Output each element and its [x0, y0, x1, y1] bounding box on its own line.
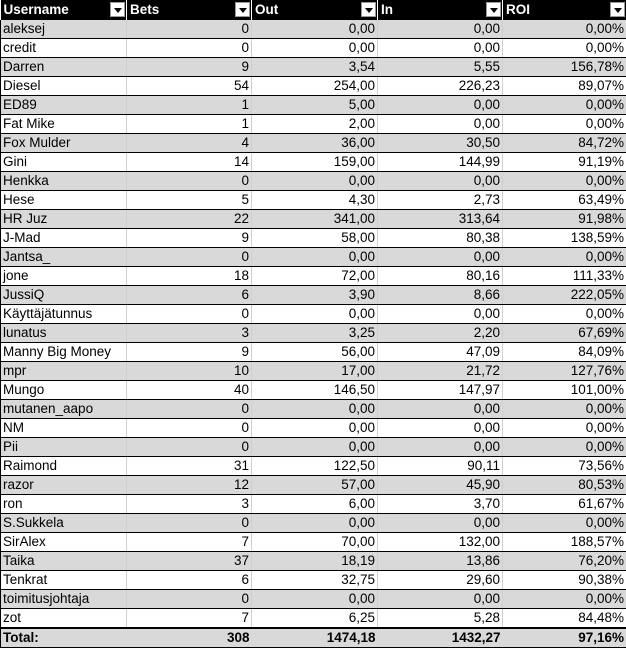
cell-username[interactable]: NM — [1, 419, 127, 438]
cell-bets[interactable]: 22 — [127, 210, 252, 229]
cell-in[interactable]: 2,20 — [378, 324, 503, 343]
cell-roi[interactable]: 91,19% — [503, 153, 626, 172]
header-row — [1, 0, 626, 20]
cell-username[interactable]: toimitusjohtaja — [1, 590, 127, 609]
cell-username[interactable]: ED89 — [1, 96, 127, 115]
column-header-label: ROI — [506, 2, 531, 17]
cell-bets[interactable]: 0 — [127, 305, 252, 324]
cell-roi[interactable]: 80,53% — [503, 476, 626, 495]
cell-bets[interactable]: 0 — [127, 248, 252, 267]
cell-roi[interactable]: 0,00% — [503, 514, 626, 533]
cell-in[interactable]: 0,00 — [378, 20, 503, 39]
cell-bets[interactable]: 0 — [127, 438, 252, 457]
cell-out[interactable]: 5,00 — [252, 96, 378, 115]
table-row — [1, 400, 626, 419]
cell-out[interactable]: 4,30 — [252, 191, 378, 210]
cell-bets[interactable]: 1 — [127, 96, 252, 115]
cell-roi[interactable]: 91,98% — [503, 210, 626, 229]
table-row — [1, 438, 626, 457]
cell-out[interactable]: 122,50 — [252, 457, 378, 476]
table-row — [1, 115, 626, 134]
table-row — [1, 58, 626, 77]
cell-out[interactable]: 0,00 — [252, 514, 378, 533]
cell-bets[interactable]: 3 — [127, 495, 252, 514]
cell-bets[interactable]: 40 — [127, 381, 252, 400]
cell-username[interactable]: JussiQ — [1, 286, 127, 305]
cell-roi[interactable]: 138,59% — [503, 229, 626, 248]
column-header-bets[interactable] — [127, 0, 252, 20]
cell-bets[interactable]: 37 — [127, 552, 252, 571]
cell-username[interactable]: mpr — [1, 362, 127, 381]
cell-roi[interactable]: 111,33% — [503, 267, 626, 286]
cell-out[interactable]: 18,19 — [252, 552, 378, 571]
table-row — [1, 419, 626, 438]
cell-roi[interactable]: 0,00% — [503, 248, 626, 267]
cell-out[interactable]: 32,75 — [252, 571, 378, 590]
cell-in[interactable]: 8,66 — [378, 286, 503, 305]
filter-dropdown-icon[interactable] — [486, 2, 501, 17]
cell-bets[interactable]: 6 — [127, 571, 252, 590]
column-header-out[interactable] — [252, 0, 378, 20]
cell-in[interactable]: 0,00 — [378, 438, 503, 457]
column-header-roi[interactable] — [503, 0, 626, 20]
cell-bets[interactable]: 3 — [127, 324, 252, 343]
cell-out[interactable]: 0,00 — [252, 248, 378, 267]
cell-out[interactable]: 70,00 — [252, 533, 378, 552]
cell-username[interactable]: Manny Big Money — [1, 343, 127, 362]
cell-roi[interactable]: 127,76% — [503, 362, 626, 381]
total-roi[interactable]: 97,16% — [503, 628, 626, 648]
column-header-username[interactable] — [1, 0, 127, 20]
cell-username[interactable]: Käyttäjätunnus — [1, 305, 127, 324]
cell-username[interactable]: S.Sukkela — [1, 514, 127, 533]
cell-roi[interactable]: 156,78% — [503, 58, 626, 77]
table-row — [1, 172, 626, 191]
cell-username[interactable]: credit — [1, 39, 127, 58]
cell-in[interactable]: 0,00 — [378, 400, 503, 419]
cell-roi[interactable]: 73,56% — [503, 457, 626, 476]
cell-roi[interactable]: 0,00% — [503, 400, 626, 419]
cell-in[interactable]: 0,00 — [378, 39, 503, 58]
cell-username[interactable]: aleksej — [1, 20, 127, 39]
table-row — [1, 248, 626, 267]
cell-bets[interactable]: 0 — [127, 514, 252, 533]
table-row — [1, 590, 626, 609]
cell-out[interactable]: 0,00 — [252, 438, 378, 457]
cell-username[interactable]: ron — [1, 495, 127, 514]
cell-in[interactable]: 21,72 — [378, 362, 503, 381]
cell-username[interactable]: Diesel — [1, 77, 127, 96]
table-row — [1, 153, 626, 172]
cell-roi[interactable]: 84,48% — [503, 609, 626, 629]
filter-dropdown-icon[interactable] — [110, 2, 125, 17]
table-row — [1, 191, 626, 210]
cell-roi[interactable]: 0,00% — [503, 438, 626, 457]
cell-out[interactable]: 146,50 — [252, 381, 378, 400]
total-bets[interactable]: 308 — [127, 628, 252, 648]
cell-bets[interactable]: 1 — [127, 115, 252, 134]
cell-username[interactable]: Henkka — [1, 172, 127, 191]
cell-roi[interactable]: 76,20% — [503, 552, 626, 571]
cell-username[interactable]: jone — [1, 267, 127, 286]
cell-username[interactable]: Tenkrat — [1, 571, 127, 590]
cell-roi[interactable]: 0,00% — [503, 419, 626, 438]
cell-in[interactable]: 45,90 — [378, 476, 503, 495]
total-out[interactable]: 1474,18 — [252, 628, 378, 648]
cell-out[interactable]: 56,00 — [252, 343, 378, 362]
cell-roi[interactable]: 67,69% — [503, 324, 626, 343]
cell-bets[interactable]: 0 — [127, 172, 252, 191]
filter-dropdown-icon[interactable] — [361, 2, 376, 17]
cell-roi[interactable]: 188,57% — [503, 533, 626, 552]
column-header-label: Out — [255, 2, 279, 17]
cell-in[interactable]: 13,86 — [378, 552, 503, 571]
table-row — [1, 324, 626, 343]
cell-bets[interactable]: 9 — [127, 229, 252, 248]
cell-roi[interactable]: 0,00% — [503, 172, 626, 191]
filter-dropdown-icon[interactable] — [610, 2, 625, 17]
cell-roi[interactable]: 90,38% — [503, 571, 626, 590]
total-row — [1, 628, 626, 648]
cell-in[interactable]: 144,99 — [378, 153, 503, 172]
cell-bets[interactable]: 12 — [127, 476, 252, 495]
cell-bets[interactable]: 9 — [127, 343, 252, 362]
cell-in[interactable]: 2,73 — [378, 191, 503, 210]
table-row — [1, 134, 626, 153]
table-row — [1, 609, 626, 629]
cell-in[interactable]: 0,00 — [378, 305, 503, 324]
cell-roi[interactable]: 222,05% — [503, 286, 626, 305]
table-row — [1, 305, 626, 324]
cell-username[interactable]: Mungo — [1, 381, 127, 400]
cell-username[interactable]: Jantsa_ — [1, 248, 127, 267]
cell-bets[interactable]: 7 — [127, 609, 252, 629]
cell-bets[interactable]: 0 — [127, 419, 252, 438]
cell-username[interactable]: Hese — [1, 191, 127, 210]
cell-in[interactable]: 132,00 — [378, 533, 503, 552]
cell-username[interactable]: Pii — [1, 438, 127, 457]
cell-username[interactable]: lunatus — [1, 324, 127, 343]
cell-roi[interactable]: 101,00% — [503, 381, 626, 400]
cell-in[interactable]: 226,23 — [378, 77, 503, 96]
cell-username[interactable]: J-Mad — [1, 229, 127, 248]
cell-in[interactable]: 47,09 — [378, 343, 503, 362]
cell-username[interactable]: Raimond — [1, 457, 127, 476]
cell-roi[interactable]: 0,00% — [503, 96, 626, 115]
cell-bets[interactable]: 0 — [127, 590, 252, 609]
total-label[interactable]: Total: — [1, 628, 127, 648]
cell-out[interactable]: 0,00 — [252, 419, 378, 438]
cell-out[interactable]: 0,00 — [252, 39, 378, 58]
cell-in[interactable]: 90,11 — [378, 457, 503, 476]
cell-username[interactable]: Darren — [1, 58, 127, 77]
table-row — [1, 381, 626, 400]
cell-bets[interactable]: 9 — [127, 58, 252, 77]
table-row — [1, 571, 626, 590]
cell-username[interactable]: HR Juz — [1, 210, 127, 229]
total-in[interactable]: 1432,27 — [378, 628, 503, 648]
cell-out[interactable]: 159,00 — [252, 153, 378, 172]
table-row — [1, 362, 626, 381]
cell-roi[interactable]: 0,00% — [503, 590, 626, 609]
cell-in[interactable]: 0,00 — [378, 115, 503, 134]
cell-bets[interactable]: 5 — [127, 191, 252, 210]
cell-roi[interactable]: 84,09% — [503, 343, 626, 362]
cell-bets[interactable]: 0 — [127, 39, 252, 58]
cell-out[interactable]: 0,00 — [252, 590, 378, 609]
cell-in[interactable]: 30,50 — [378, 134, 503, 153]
cell-out[interactable]: 254,00 — [252, 77, 378, 96]
table-row — [1, 267, 626, 286]
cell-bets[interactable]: 10 — [127, 362, 252, 381]
cell-in[interactable]: 80,38 — [378, 229, 503, 248]
cell-out[interactable]: 0,00 — [252, 20, 378, 39]
cell-username[interactable]: Fat Mike — [1, 115, 127, 134]
cell-roi[interactable]: 0,00% — [503, 115, 626, 134]
cell-username[interactable]: Gini — [1, 153, 127, 172]
cell-out[interactable]: 58,00 — [252, 229, 378, 248]
cell-in[interactable]: 29,60 — [378, 571, 503, 590]
cell-username[interactable]: Taika — [1, 552, 127, 571]
table-row — [1, 476, 626, 495]
table-row — [1, 495, 626, 514]
column-header-label: Username — [3, 2, 69, 17]
cell-username[interactable]: Fox Mulder — [1, 134, 127, 153]
cell-username[interactable]: SirAlex — [1, 533, 127, 552]
cell-in[interactable]: 0,00 — [378, 419, 503, 438]
cell-out[interactable]: 0,00 — [252, 305, 378, 324]
cell-in[interactable]: 5,55 — [378, 58, 503, 77]
cell-username[interactable]: razor — [1, 476, 127, 495]
cell-bets[interactable]: 14 — [127, 153, 252, 172]
cell-username[interactable]: mutanen_aapo — [1, 400, 127, 419]
cell-in[interactable]: 5,28 — [378, 609, 503, 629]
table-row — [1, 514, 626, 533]
table-row — [1, 229, 626, 248]
cell-out[interactable]: 72,00 — [252, 267, 378, 286]
table-row — [1, 343, 626, 362]
cell-roi[interactable]: 0,00% — [503, 39, 626, 58]
cell-in[interactable]: 3,70 — [378, 495, 503, 514]
cell-roi[interactable]: 84,72% — [503, 134, 626, 153]
cell-username[interactable]: zot — [1, 609, 127, 629]
cell-in[interactable]: 0,00 — [378, 96, 503, 115]
cell-in[interactable]: 80,16 — [378, 267, 503, 286]
cell-out[interactable]: 0,00 — [252, 172, 378, 191]
cell-bets[interactable]: 6 — [127, 286, 252, 305]
table-row — [1, 20, 626, 39]
column-header-label: In — [381, 2, 393, 17]
table-row — [1, 96, 626, 115]
cell-in[interactable]: 0,00 — [378, 514, 503, 533]
cell-roi[interactable]: 63,49% — [503, 191, 626, 210]
table-row — [1, 210, 626, 229]
cell-out[interactable]: 6,25 — [252, 609, 378, 629]
cell-bets[interactable]: 18 — [127, 267, 252, 286]
table-row — [1, 77, 626, 96]
table-row — [1, 533, 626, 552]
column-header-label: Bets — [130, 2, 160, 17]
cell-in[interactable]: 0,00 — [378, 590, 503, 609]
table-row — [1, 552, 626, 571]
cell-bets[interactable]: 0 — [127, 20, 252, 39]
cell-out[interactable]: 341,00 — [252, 210, 378, 229]
cell-bets[interactable]: 7 — [127, 533, 252, 552]
cell-out[interactable]: 3,54 — [252, 58, 378, 77]
cell-out[interactable]: 2,00 — [252, 115, 378, 134]
cell-bets[interactable]: 4 — [127, 134, 252, 153]
cell-bets[interactable]: 54 — [127, 77, 252, 96]
cell-in[interactable]: 313,64 — [378, 210, 503, 229]
cell-roi[interactable]: 89,07% — [503, 77, 626, 96]
cell-in[interactable]: 0,00 — [378, 248, 503, 267]
cell-bets[interactable]: 31 — [127, 457, 252, 476]
column-header-in[interactable] — [378, 0, 503, 20]
cell-out[interactable]: 6,00 — [252, 495, 378, 514]
cell-bets[interactable]: 0 — [127, 400, 252, 419]
table-row — [1, 457, 626, 476]
cell-roi[interactable]: 0,00% — [503, 305, 626, 324]
cell-out[interactable]: 3,90 — [252, 286, 378, 305]
cell-in[interactable]: 147,97 — [378, 381, 503, 400]
filter-dropdown-icon[interactable] — [235, 2, 250, 17]
cell-out[interactable]: 17,00 — [252, 362, 378, 381]
table-row — [1, 286, 626, 305]
table-row — [1, 39, 626, 58]
cell-out[interactable]: 0,00 — [252, 400, 378, 419]
cell-out[interactable]: 3,25 — [252, 324, 378, 343]
cell-out[interactable]: 57,00 — [252, 476, 378, 495]
cell-in[interactable]: 0,00 — [378, 172, 503, 191]
cell-roi[interactable]: 61,67% — [503, 495, 626, 514]
cell-roi[interactable]: 0,00% — [503, 20, 626, 39]
cell-out[interactable]: 36,00 — [252, 134, 378, 153]
